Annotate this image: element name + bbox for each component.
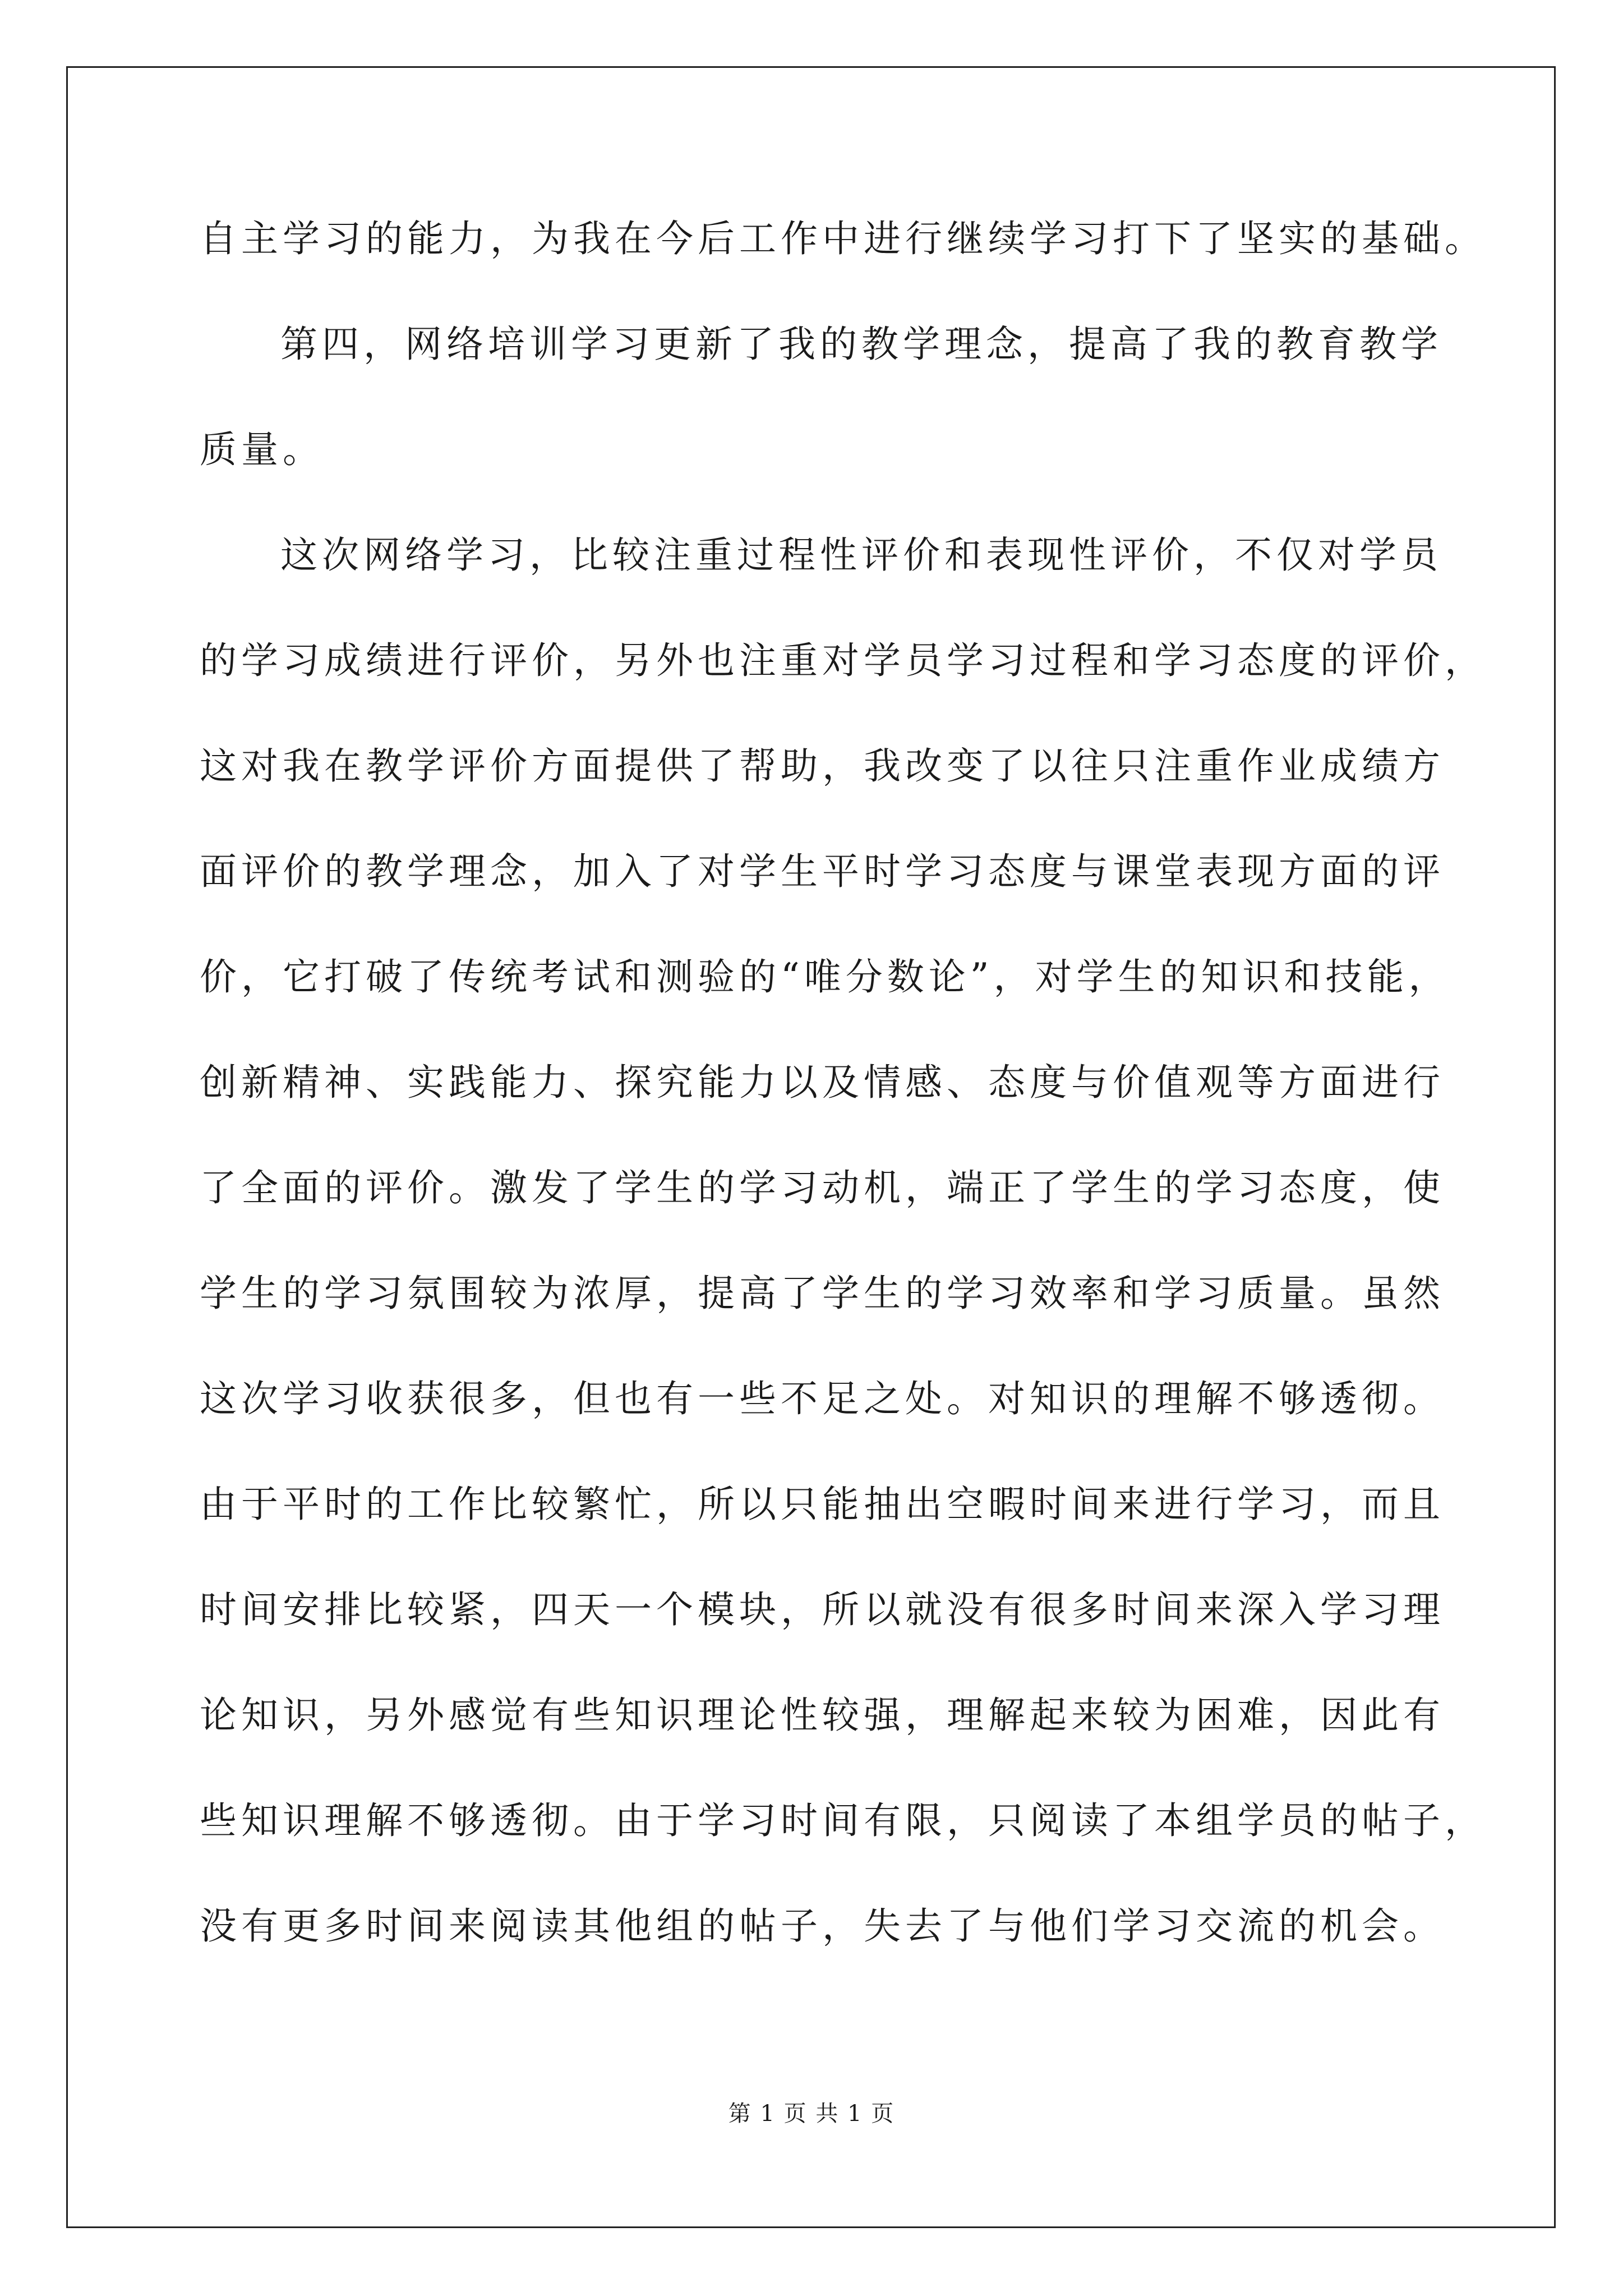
text-line: 这次网络学习，比较注重过程性评价和表现性评价，不仅对学员 xyxy=(280,533,1442,577)
text-line: 这对我在教学评价方面提供了帮助，我改变了以往只注重作业成绩方 xyxy=(200,744,1445,788)
text-line: 的学习成绩进行评价，另外也注重对学员学习过程和学习态度的评价， xyxy=(200,639,1486,682)
text-line: 了全面的评价。激发了学生的学习动机，端正了学生的学习态度，使 xyxy=(200,1166,1445,1209)
text-line: 价，它打破了传统考试和测验的“唯分数论”，对学生的知识和技能， xyxy=(200,955,1450,999)
text-line: 些知识理解不够透彻。由于学习时间有限，只阅读了本组学员的帖子， xyxy=(200,1799,1486,1842)
text-line: 第四，网络培训学习更新了我的教学理念，提高了我的教育教学 xyxy=(280,323,1442,366)
text-line: 没有更多时间来阅读其他组的帖子，失去了与他们学习交流的机会。 xyxy=(200,1904,1445,1948)
text-line: 面评价的教学理念，加入了对学生平时学习态度与课堂表现方面的评 xyxy=(200,850,1445,893)
page-number-footer: 第 1 页 共 1 页 xyxy=(728,2101,895,2127)
text-line: 质量。 xyxy=(200,428,324,471)
text-line: 学生的学习氛围较为浓厚，提高了学生的学习效率和学习质量。虽然 xyxy=(200,1272,1445,1315)
text-line: 这次学习收获很多，但也有一些不足之处。对知识的理解不够透彻。 xyxy=(200,1377,1445,1420)
text-line: 论知识，另外感觉有些知识理论性较强，理解起来较为困难，因此有 xyxy=(200,1694,1445,1737)
text-line: 时间安排比较紧，四天一个模块，所以就没有很多时间来深入学习理 xyxy=(200,1588,1445,1631)
text-line: 由于平时的工作比较繁忙，所以只能抽出空暇时间来进行学习，而且 xyxy=(200,1483,1445,1526)
text-line: 创新精神、实践能力、探究能力以及情感、态度与价值观等方面进行 xyxy=(200,1061,1445,1104)
text-line: 自主学习的能力，为我在今后工作中进行继续学习打下了坚实的基础。 xyxy=(200,217,1486,260)
